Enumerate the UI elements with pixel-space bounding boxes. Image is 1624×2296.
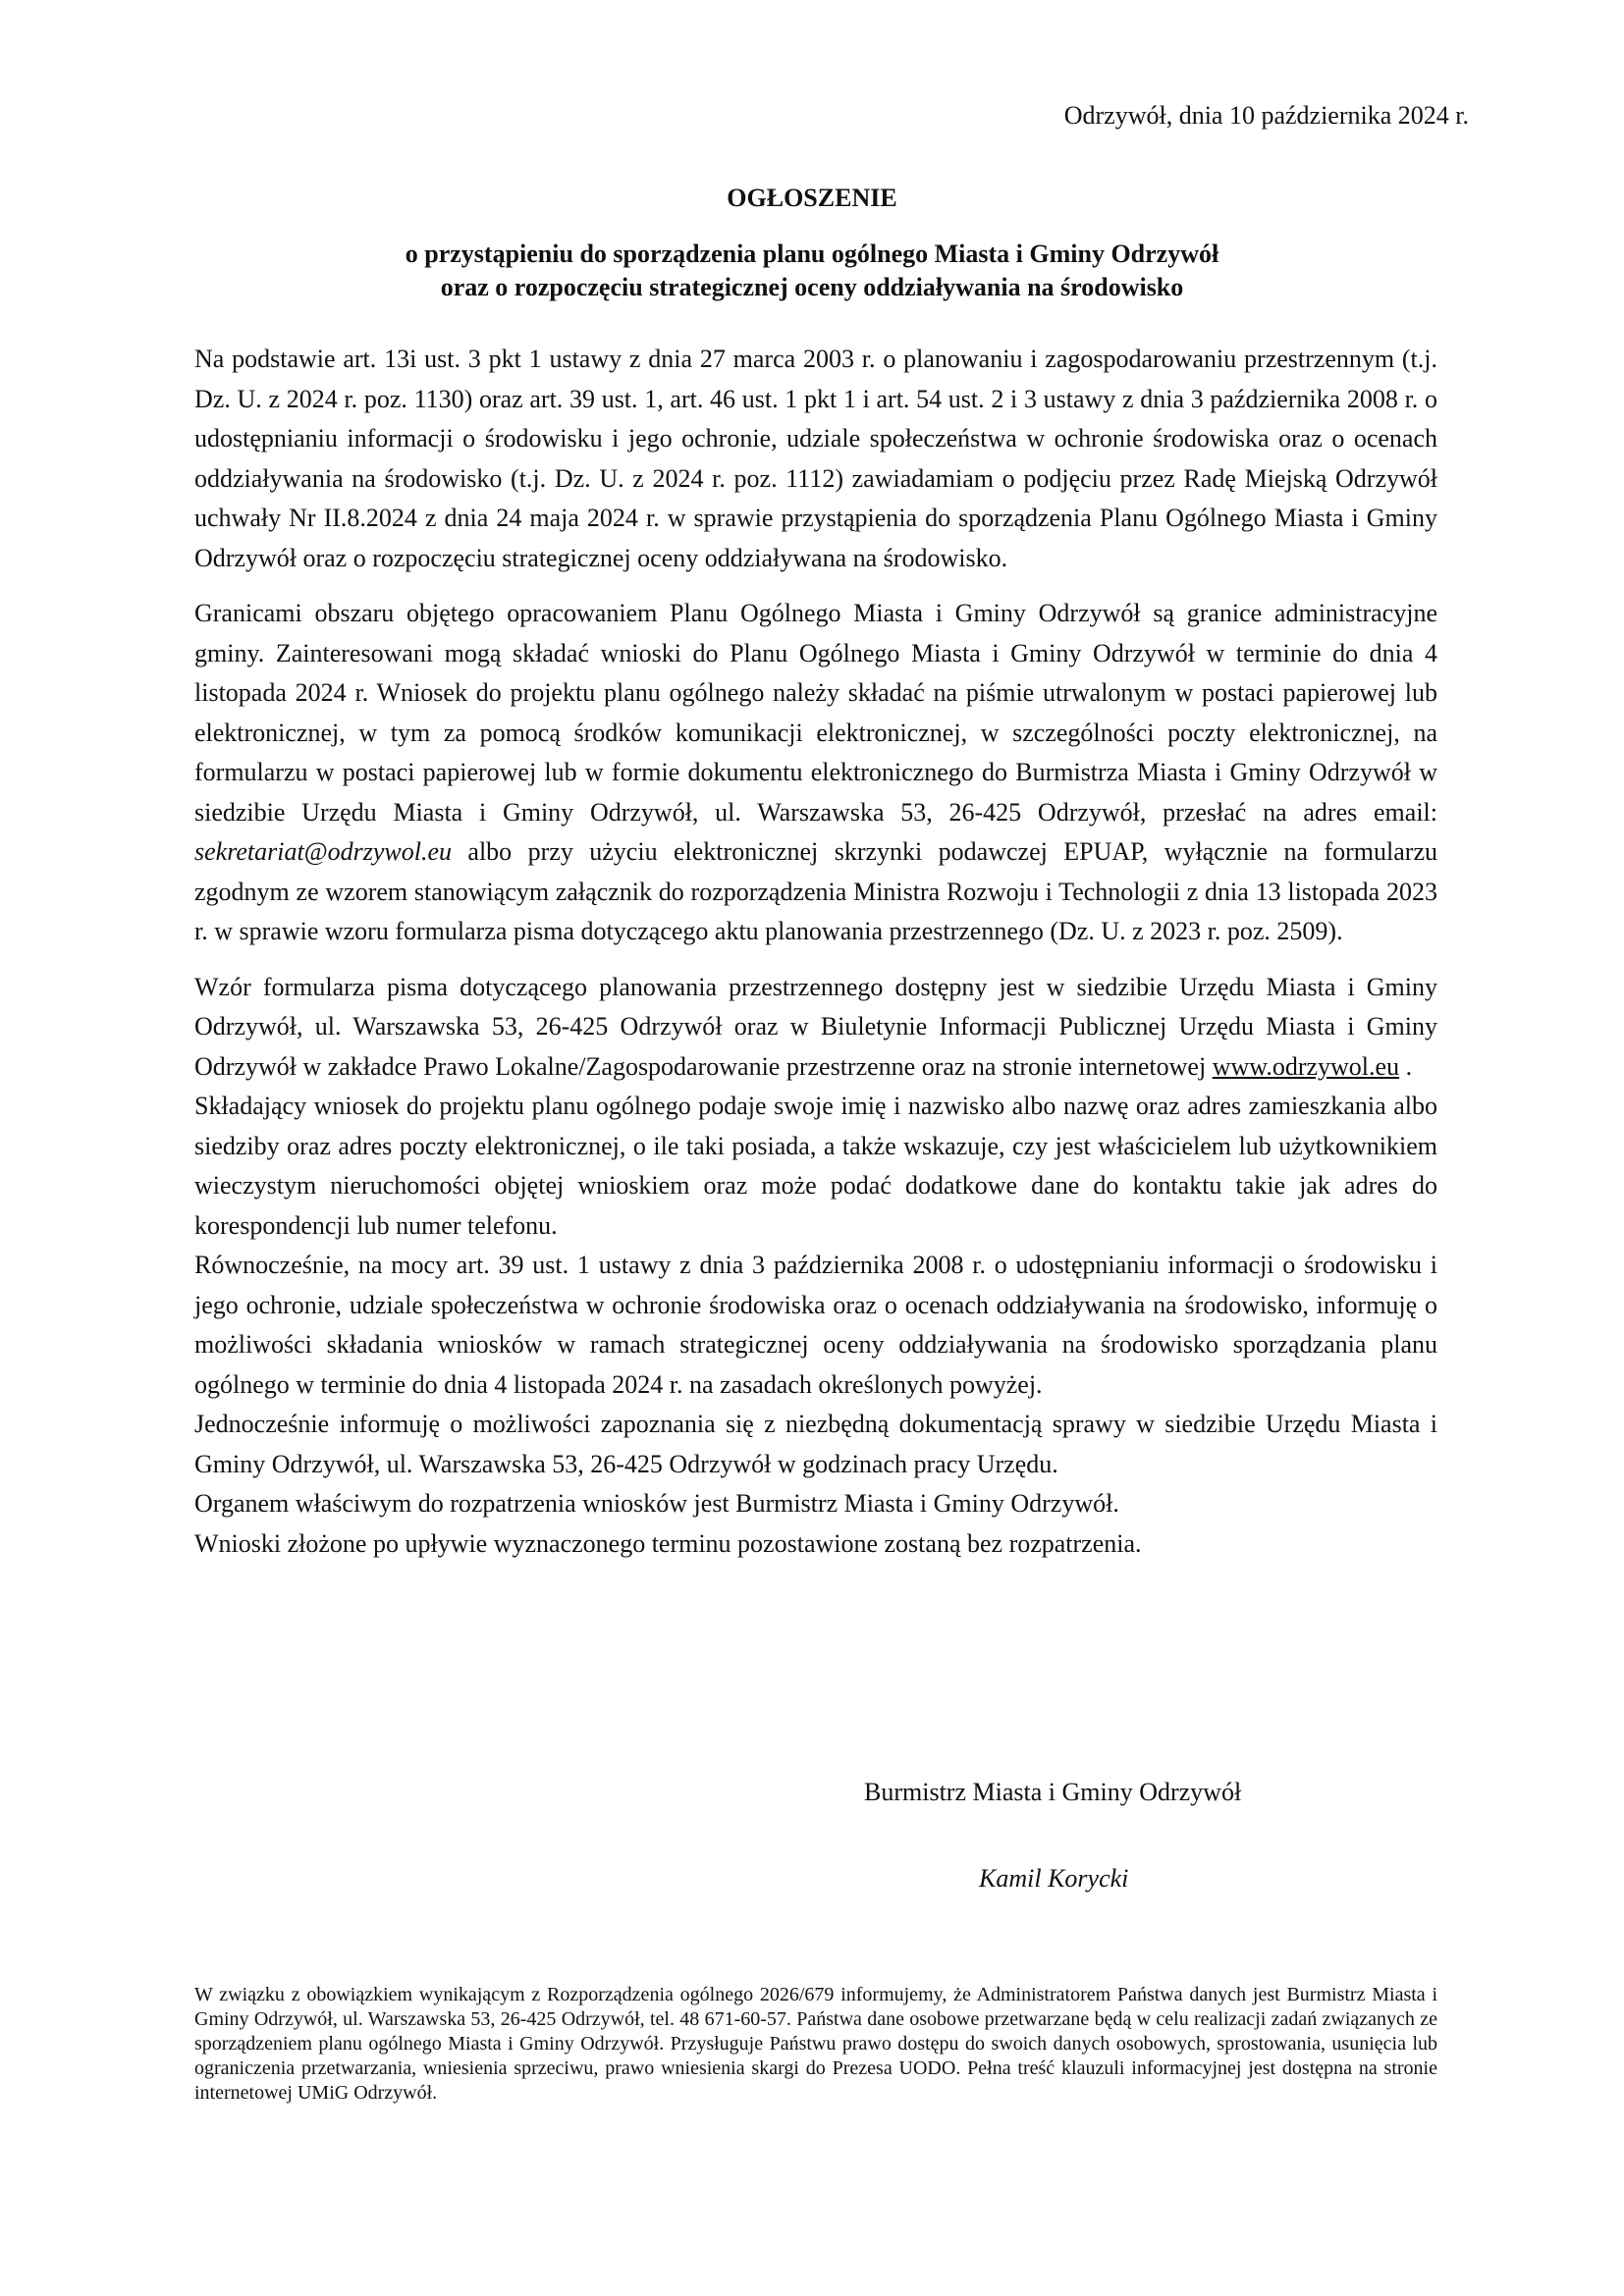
paragraph-legal-basis: Na podstawie art. 13i ust. 3 pkt 1 ustawy z dnia 27 marca 2003 r. o planowaniu i zagospodarowaniu przestrzennym (t.j. Dz. U. z 2024 r. poz. 1130) oraz art. 39 ust. 1, art. 46 ust. 1 pkt 1 i art. 54 ust. 2 i 3 ustawy z dnia 3 października 2008 r. o udostępnianiu informacji o środowisku i jego ochronie, udziale społeczeństwa w ochronie środowiska oraz o ocenach oddziaływania na środowisko (t.j. Dz. U. z 2024 r. poz. 1112) zawiadamiam o podjęciu przez Radę Miejską Odrzywół uchwały Nr II.8.2024 z dnia 24 maja 2024 r. w sprawie przystąpienia do sporządzenia Planu Ogólnego Miasta i Gminy Odrzywół oraz o rozpoczęciu strategicznej oceny oddziaływana na środowisko. xyxy=(194,345,1437,572)
form-template-text-2: . xyxy=(1399,1051,1413,1081)
paragraph-authority: Organem właściwym do rozpatrzenia wniosków jest Burmistrz Miasta i Gminy Odrzywół. xyxy=(194,1489,1119,1518)
document-body xyxy=(194,340,1437,1564)
email-address[interactable]: sekretariat@odrzywol.eu xyxy=(194,837,452,866)
paragraph-late-submissions: Wnioski złożone po upływie wyznaczonego terminu pozostawione zostaną bez rozpatrzenia. xyxy=(194,1528,1142,1558)
paragraph-documentation: Jednocześnie informuję o możliwości zapoznania się z niezbędną dokumentacją sprawy w siedzibie Urzędu Miasta i Gminy Odrzywół, ul. Warszawska 53, 26-425 Odrzywół w godzinach pracy Urzędu. xyxy=(194,1410,1437,1478)
signature-name: Kamil Korycki xyxy=(979,1864,1129,1893)
paragraph-form-template xyxy=(194,968,1437,1088)
paragraph-environmental-assessment: Równocześnie, na mocy art. 39 ust. 1 ustawy z dnia 3 października 2008 r. o udostępnianiu informacji o środowisku i jego ochronie, udziale społeczeństwa w ochronie środowiska oraz o ocenach oddziaływania na środowisko, informuję o możliwości składania wniosków w ramach strategicznej oceny oddziaływania na środowisko sporządzania planu ogólnego w terminie do dnia 4 listopada 2024 r. na zasadach określonych powyżej. xyxy=(194,1251,1437,1399)
subtitle-line-2: oraz o rozpoczęciu strategicznej oceny oddziaływania na środowisko xyxy=(440,273,1184,301)
document-subtitle xyxy=(0,238,1624,304)
submission-text-1: Granicami obszaru objętego opracowaniem Planu Ogólnego Miasta i Gminy Odrzywół są granice administracyjne gminy. Zainteresowani mogą składać wnioski do Planu Ogólnego Miasta i Gminy Odrzywół w terminie do dnia 4 listopada 2024 r. Wniosek do projektu planu ogólnego należy składać na piśmie utrwalonym w postaci papierowej lub elektronicznej, w tym za pomocą środków komunikacji elektronicznej, w szczególności poczty elektronicznej, na formularzu w postaci papierowej lub w formie dokumentu elektronicznego do Burmistrza Miasta i Gminy Odrzywół w siedzibie Urzędu Miasta i Gminy Odrzywół, ul. Warszawska 53, 26-425 Odrzywół, przesłać na adres email: xyxy=(194,599,1437,827)
gdpr-footer-note: W związku z obowiązkiem wynikającym z Rozporządzenia ogólnego 2026/679 informujemy, że Administratorem Państwa danych jest Burmistrz Miasta i Gminy Odrzywół, ul. Warszawska 53, 26-425 Odrzywół, tel. 48 671-60-57. Państwa dane osobowe przetwarzane będą w celu realizacji zadań związanych ze sporządzeniem planu ogólnego Miasta i Gminy Odrzywół. Przysługuje Państwu prawo dostępu do swoich danych osobowych, sprostowania, usunięcia lub ograniczenia przetwarzania, wniesienia sprzeciwu, prawo wniesienia skargi do Prezesa UODO. Pełna treść klauzuli informacyjnej jest dostępna na stronie internetowej UMiG Odrzywół. xyxy=(194,1984,1437,2104)
document-title: OGŁOSZENIE xyxy=(727,184,897,212)
form-template-text-1: Wzór formularza pisma dotyczącego planowania przestrzennego dostępny jest w siedzibie Urzędu Miasta i Gminy Odrzywół, ul. Warszawska 53, 26-425 Odrzywół oraz w Biuletynie Informacji Publicznej Urzędu Miasta i Gminy Odrzywół w zakładce Prawo Lokalne/Zagospodarowanie przestrzenne oraz na stronie internetowej xyxy=(194,972,1437,1081)
paragraph-submission xyxy=(194,594,1437,952)
signature-title: Burmistrz Miasta i Gminy Odrzywół xyxy=(864,1778,1242,1806)
website-link[interactable]: www.odrzywol.eu xyxy=(1212,1051,1400,1081)
date-line: Odrzywół, dnia 10 października 2024 r. xyxy=(1063,101,1469,130)
subtitle-line-1: o przystąpieniu do sporządzenia planu ogólnego Miasta i Gminy Odrzywół xyxy=(405,240,1219,268)
paragraph-applicant-data: Składający wniosek do projektu planu ogólnego podaje swoje imię i nazwisko albo nazwę oraz adres zamieszkania albo siedziby oraz adres poczty elektronicznej, o ile taki posiada, a także wskazuje, czy jest właścicielem lub użytkownikiem wieczystym nieruchomości objętej wnioskiem oraz może podać dodatkowe dane do kontaktu takie jak adres do korespondencji lub numer telefonu. xyxy=(194,1092,1437,1240)
submission-text-2: albo przy użyciu elektronicznej skrzynki podawczej EPUAP, wyłącznie na formularzu zgodnym ze wzorem stanowiącym załącznik do rozporządzenia Ministra Rozwoju i Technologii z dnia 13 listopada 2023 r. w sprawie wzoru formularza pisma dotyczącego aktu planowania przestrzennego (Dz. U. z 2023 r. poz. 2509). xyxy=(194,837,1437,945)
